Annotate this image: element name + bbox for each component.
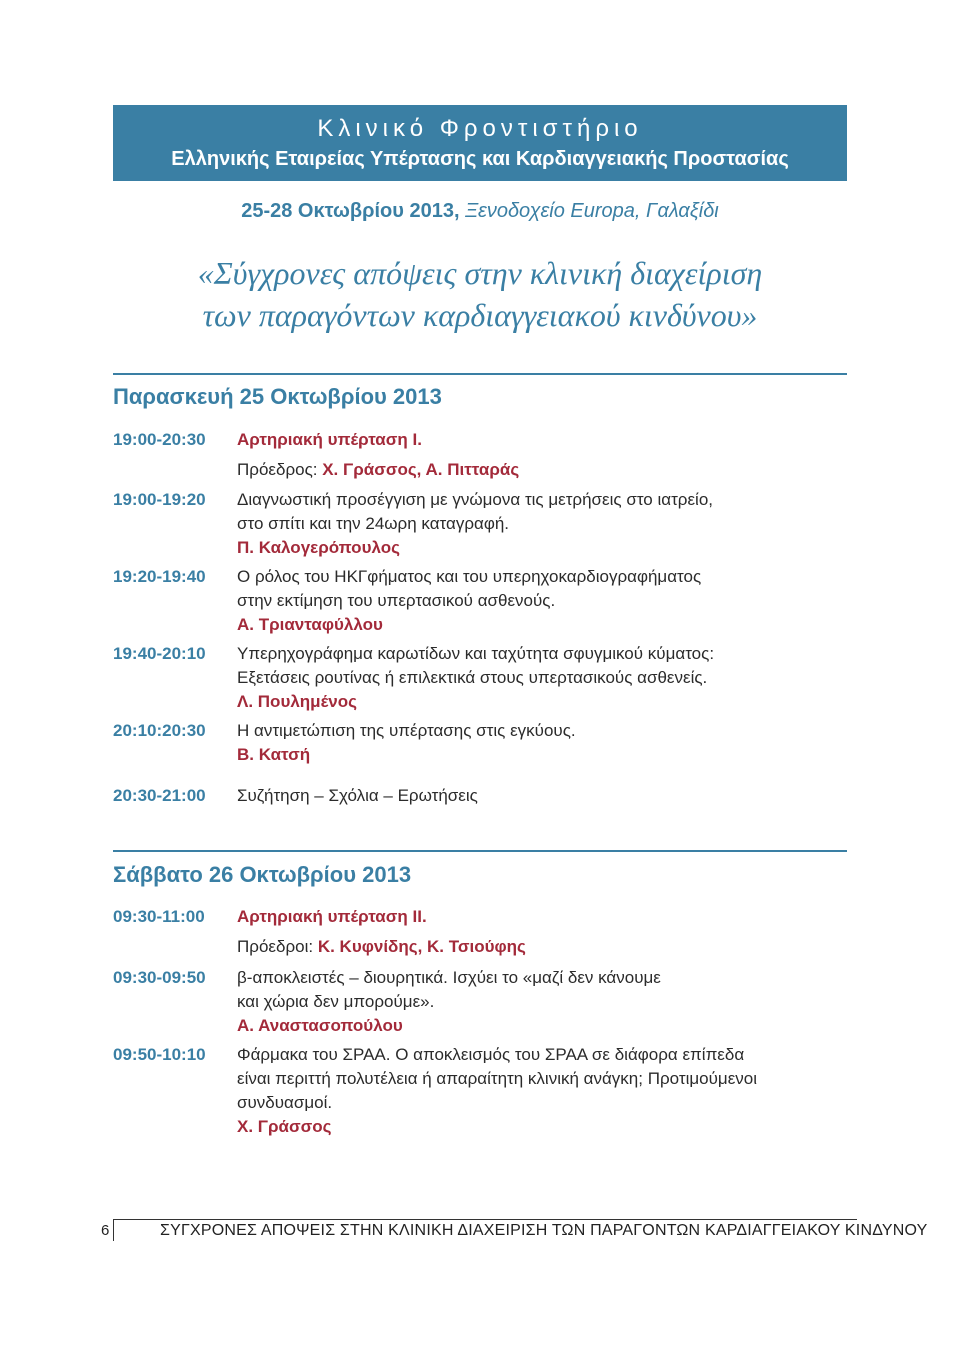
event-venue: Ξενοδοχείο Europa, Γαλαξίδι	[465, 200, 719, 222]
session-time: 09:30-11:00	[113, 907, 205, 926]
day-heading-friday: Παρασκευή 25 Οκτωβρίου 2013	[113, 384, 442, 409]
talk-title-line: είναι περιττή πολυτέλεια ή απαραίτητη κλινική ανάγκη; Προτιμούμενοι	[237, 1069, 758, 1088]
talk-time: 09:50-10:10	[113, 1045, 206, 1064]
talk-time: 09:30-09:50	[113, 968, 206, 987]
session-title: Αρτηριακή υπέρταση Ι.	[237, 430, 422, 449]
day-heading-saturday: Σάββατο 26 Οκτωβρίου 2013	[113, 862, 412, 887]
talk-title-line: Διαγνωστική προσέγγιση με γνώμονα τις μετρήσεις στο ιατρείο,	[237, 490, 713, 509]
talk-title-line: β-αποκλειστές – διουρητικά. Ισχύει το «μαζί δεν κάνουμε	[237, 968, 661, 987]
footer-vertical-rule	[113, 1219, 114, 1241]
talk-title-line: Ο ρόλος του ΗΚΓφήματος και του υπερηχοκαρδιογραφήματος	[237, 567, 702, 586]
talk-title-line: στην εκτίμηση του υπερτασικού ασθενούς.	[237, 591, 556, 610]
discussion-text: Συζήτηση – Σχόλια – Ερωτήσεις	[237, 786, 478, 805]
talk-time: 19:00-19:20	[113, 490, 206, 509]
talk-speaker: Α. Αναστασοπούλου	[237, 1016, 403, 1035]
header-banner	[113, 105, 847, 181]
talk-speaker: Π. Καλογερόπουλος	[237, 538, 400, 557]
talk-title-line: συνδυασμοί.	[237, 1093, 333, 1112]
chair-names: Χ. Γράσσος, Α. Πιτταράς	[322, 460, 520, 479]
event-dates	[0, 200, 960, 223]
talk-title-line: Φάρμακα του ΣΡΑΑ. Ο αποκλεισμός του ΣΡΑΑ σε διάφορα επίπεδα	[237, 1045, 745, 1064]
talk-title-line: Η αντιμετώπιση της υπέρτασης στις εγκύους.	[237, 721, 576, 740]
chair-label: Πρόεδρος:	[237, 460, 318, 479]
title-line-1: «Σύγχρονες απόψεις στην κλινική διαχείριση	[197, 255, 763, 291]
event-date-range: 25-28 Οκτωβρίου 2013,	[241, 200, 460, 222]
banner-line-2: Ελληνικής Εταιρείας Υπέρτασης και Καρδιαγγειακής Προστασίας	[171, 148, 789, 170]
talk-title-line: στο σπίτι και την 24ωρη καταγραφή.	[237, 514, 510, 533]
talk-time: 20:10:20:30	[113, 721, 206, 740]
talk-speaker: Β. Κατσή	[237, 745, 311, 764]
banner-line-1: Κλινικό Φροντιστήριο	[317, 115, 643, 142]
discussion-time: 20:30-21:00	[113, 786, 206, 805]
talk-speaker: Χ. Γράσσος	[237, 1117, 332, 1136]
section-divider	[113, 373, 847, 375]
chair-names: Κ. Κυφνίδης, Κ. Τσιούφης	[317, 937, 526, 956]
title-line-2: των παραγόντων καρδιαγγειακού κινδύνου»	[202, 297, 758, 333]
session-title: Αρτηριακή υπέρταση ΙΙ.	[237, 907, 427, 926]
section-divider	[113, 850, 847, 852]
talk-speaker: Α. Τριανταφύλλου	[237, 615, 383, 634]
session-time: 19:00-20:30	[113, 430, 206, 449]
talk-title-line: Εξετάσεις ρουτίνας ή επιλεκτικά στους υπερτασικούς ασθενείς.	[237, 668, 708, 687]
talk-time: 19:20-19:40	[113, 567, 206, 586]
talk-title-line: Υπερηχογράφημα καρωτίδων και ταχύτητα σφυγμικού κύματος:	[237, 644, 715, 663]
program-title	[0, 252, 960, 336]
talk-title-line: και χώρια δεν μπορούμε».	[237, 992, 435, 1011]
running-title: ΣΥΓΧΡΟΝΕΣ ΑΠΟΨΕΙΣ ΣΤΗΝ ΚΛΙΝΙΚΗ ΔΙΑΧΕΙΡΙΣΗ ΤΩΝ ΠΑΡΑΓΟΝΤΩΝ ΚΑΡΔΙΑΓΓΕΙΑΚΟΥ ΚΙΝΔΥΝΟΥ	[160, 1222, 928, 1239]
chair-label: Πρόεδροι:	[237, 937, 314, 956]
page-number: 6	[101, 1222, 110, 1239]
footer-rule	[113, 1219, 857, 1220]
talk-time: 19:40-20:10	[113, 644, 206, 663]
talk-speaker: Λ. Πουλημένος	[237, 692, 357, 711]
